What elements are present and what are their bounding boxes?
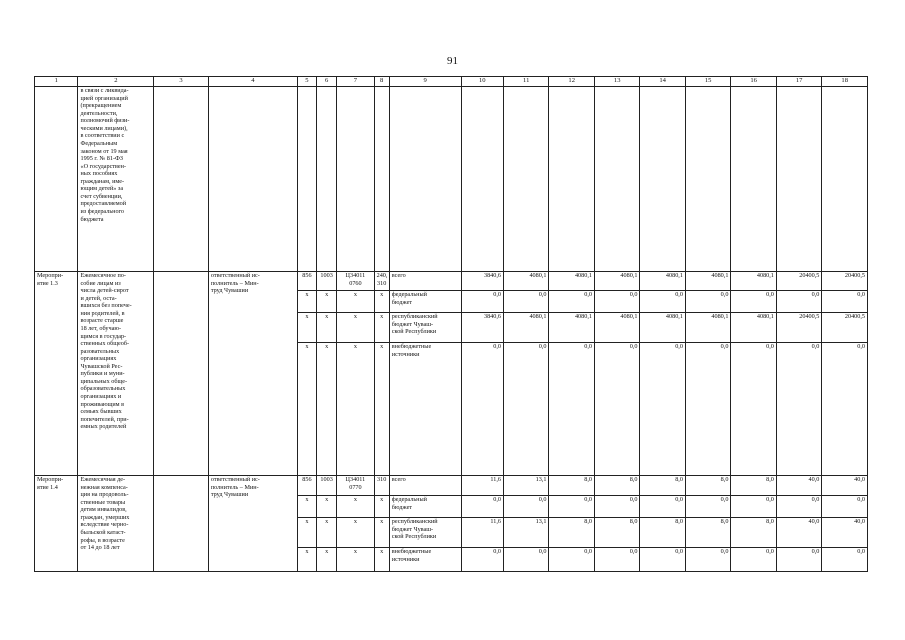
value-cell: 8,0 xyxy=(594,476,639,496)
measure-description-cell xyxy=(78,476,154,572)
col-header: 15 xyxy=(685,77,730,87)
executor-line: ответственный ис- xyxy=(210,476,260,483)
expense-type-cell: x xyxy=(374,291,389,313)
col-header: 5 xyxy=(297,77,316,87)
description-line: 1995 г. № 81-ФЗ xyxy=(80,155,124,163)
col-header: 11 xyxy=(503,77,548,87)
description-line: нежная компенса- xyxy=(80,483,128,491)
value-cell: 4080,1 xyxy=(549,313,594,343)
value-cell: 4080,1 xyxy=(594,313,639,343)
description-line: организациях xyxy=(80,355,117,363)
value-cell: 0,0 xyxy=(640,548,685,572)
target-article-cell: x xyxy=(337,291,374,313)
value-cell: 0,0 xyxy=(549,343,594,476)
description-line: законом от 19 мая xyxy=(80,147,128,155)
co-executor-cell xyxy=(154,272,209,476)
empty-cell xyxy=(503,87,548,272)
co-executor-cell xyxy=(154,476,209,572)
description-line: (прекращением xyxy=(80,102,122,110)
value-cell: 0,0 xyxy=(594,291,639,313)
description-line: щимся в государ- xyxy=(80,332,127,340)
value-cell: 0,0 xyxy=(549,548,594,572)
col-header: 16 xyxy=(731,77,776,87)
col-header: 2 xyxy=(78,77,154,87)
value-cell: 0,0 xyxy=(685,291,730,313)
target-article-cell: Ц34011 0760 xyxy=(337,272,374,291)
description-line: ственных общеоб- xyxy=(80,340,130,348)
value-cell: 0,0 xyxy=(685,548,730,572)
value-cell: 40,0 xyxy=(822,518,868,548)
description-line: бюджета xyxy=(80,215,104,223)
description-line: ющим детей» за xyxy=(80,185,124,193)
funding-source-cell: внебюджетные источники xyxy=(389,343,461,476)
section-code-cell: 1003 xyxy=(317,476,337,496)
value-cell: 0,0 xyxy=(822,343,868,476)
value-cell: 8,0 xyxy=(640,476,685,496)
empty-cell xyxy=(549,87,594,272)
description-line: емных родителей xyxy=(80,423,127,431)
target-article-cell: x xyxy=(337,343,374,476)
executor-line: труд Чувашии xyxy=(210,491,249,499)
empty-cell xyxy=(389,87,461,272)
value-cell: 0,0 xyxy=(503,548,548,572)
description-line: в связи с ликвида- xyxy=(80,87,129,94)
description-line: полномочий физи- xyxy=(80,117,130,125)
target-article-cell: x xyxy=(337,496,374,518)
value-cell: 8,0 xyxy=(731,518,776,548)
col-header: 17 xyxy=(776,77,821,87)
description-line: предоставляемой xyxy=(80,200,127,208)
description-line: гражданам, име- xyxy=(80,177,125,185)
value-cell: 0,0 xyxy=(461,548,503,572)
description-line: числа детей-сирот xyxy=(80,287,129,295)
executor-line: труд Чувашии xyxy=(210,287,249,295)
funding-source-cell: федеральный бюджет xyxy=(389,496,461,518)
value-cell: 0,0 xyxy=(640,291,685,313)
description-line: вследствие черно- xyxy=(80,521,129,529)
col-header: 12 xyxy=(549,77,594,87)
description-line: собие лицам из xyxy=(80,279,121,287)
description-line: разовательных xyxy=(80,347,120,355)
table-row xyxy=(35,476,868,496)
description-line: рофы, в возрасте xyxy=(80,536,125,544)
value-cell: 4080,1 xyxy=(640,313,685,343)
empty-cell xyxy=(208,87,297,272)
description-line: Ежемесячная де- xyxy=(80,476,126,483)
value-cell: 0,0 xyxy=(685,343,730,476)
col-header: 8 xyxy=(374,77,389,87)
grbs-code-cell: x xyxy=(297,291,316,313)
description-line: ния родителей, в xyxy=(80,309,125,317)
target-article-cell: Ц34011 0770 xyxy=(337,476,374,496)
empty-cell xyxy=(154,87,209,272)
section-code-cell: x xyxy=(317,343,337,476)
empty-cell xyxy=(461,87,503,272)
measure-name-cell xyxy=(35,272,78,476)
description-line: Чувашской Рес- xyxy=(80,362,123,370)
description-line: Федеральным xyxy=(80,139,118,147)
value-cell: 0,0 xyxy=(594,343,639,476)
description-line: попечителей, при- xyxy=(80,415,129,423)
measure-name-line: ятие 1.3 xyxy=(37,279,58,287)
funding-source-cell: всего xyxy=(389,272,461,291)
target-article-cell: x xyxy=(337,313,374,343)
col-header: 14 xyxy=(640,77,685,87)
description-line: цией организаций xyxy=(80,94,128,102)
section-code-cell: x xyxy=(317,313,337,343)
executor-line: полнитель – Мин- xyxy=(210,483,259,491)
value-cell: 20400,5 xyxy=(776,272,821,291)
empty-cell xyxy=(337,87,374,272)
value-cell: 8,0 xyxy=(594,518,639,548)
value-cell: 0,0 xyxy=(640,343,685,476)
description-line: из федерального xyxy=(80,208,125,215)
description-line: ция на продоволь- xyxy=(80,491,129,499)
col-header: 10 xyxy=(461,77,503,87)
description-line: организациях и xyxy=(80,393,122,400)
measure-name-line: Меропри- xyxy=(37,272,64,279)
table-row xyxy=(35,272,868,291)
value-cell: 40,0 xyxy=(776,518,821,548)
target-article-cell: x xyxy=(337,518,374,548)
description-line: и детей, оста- xyxy=(80,294,117,302)
description-line: деятельности, xyxy=(80,109,118,117)
value-cell: 0,0 xyxy=(731,496,776,518)
description-line: семьях бывших xyxy=(80,408,122,416)
description-line: возрасте старше xyxy=(80,317,124,325)
value-cell: 4080,1 xyxy=(503,313,548,343)
value-cell: 4080,1 xyxy=(549,272,594,291)
col-header: 3 xyxy=(154,77,209,87)
value-cell: 0,0 xyxy=(822,496,868,518)
empty-cell xyxy=(594,87,639,272)
measure-name-line: Меропри- xyxy=(37,476,64,483)
value-cell: 8,0 xyxy=(685,518,730,548)
measure-name-cell xyxy=(35,476,78,572)
expense-type-cell: x xyxy=(374,343,389,476)
section-code-cell: x xyxy=(317,496,337,518)
value-cell: 0,0 xyxy=(776,291,821,313)
expense-type-cell: x xyxy=(374,313,389,343)
executor-line: ответственный ис- xyxy=(210,272,260,279)
measure-description-cell xyxy=(78,272,154,476)
continuation-row xyxy=(35,87,868,272)
description-line: ципальных обще- xyxy=(80,377,128,385)
description-line: детям инвалидов, xyxy=(80,506,127,514)
value-cell: 0,0 xyxy=(461,496,503,518)
funding-source-cell: внебюджетные источники xyxy=(389,548,461,572)
value-cell: 40,0 xyxy=(822,476,868,496)
section-code-cell: x xyxy=(317,518,337,548)
header-row xyxy=(35,77,868,87)
empty-cell xyxy=(640,87,685,272)
funding-source-cell: республиканский бюджет Чуваш- ской Республики xyxy=(389,518,461,548)
empty-cell xyxy=(297,87,316,272)
value-cell: 0,0 xyxy=(549,291,594,313)
value-cell: 0,0 xyxy=(776,343,821,476)
section-code-cell: 1003 xyxy=(317,272,337,291)
section-code-cell: x xyxy=(317,291,337,313)
value-cell: 0,0 xyxy=(503,291,548,313)
value-cell: 0,0 xyxy=(549,496,594,518)
col-header: 13 xyxy=(594,77,639,87)
value-cell: 11,6 xyxy=(461,476,503,496)
col-header: 9 xyxy=(389,77,461,87)
value-cell: 4080,1 xyxy=(594,272,639,291)
grbs-code-cell: 856 xyxy=(297,476,316,496)
value-cell: 3840,6 xyxy=(461,313,503,343)
value-cell: 0,0 xyxy=(822,291,868,313)
grbs-code-cell: x xyxy=(297,313,316,343)
description-line: граждан, умерших xyxy=(80,513,130,521)
value-cell: 0,0 xyxy=(731,343,776,476)
value-cell: 20400,5 xyxy=(776,313,821,343)
value-cell: 20400,5 xyxy=(822,313,868,343)
col-header: 1 xyxy=(35,77,78,87)
value-cell: 0,0 xyxy=(461,291,503,313)
expense-type-cell: 310 xyxy=(374,476,389,496)
empty-cell xyxy=(776,87,821,272)
executor-cell xyxy=(208,476,297,572)
grbs-code-cell: x xyxy=(297,343,316,476)
description-line: вшихся без попече- xyxy=(80,302,132,310)
budget-table xyxy=(34,76,868,572)
value-cell: 0,0 xyxy=(461,343,503,476)
value-cell: 0,0 xyxy=(731,548,776,572)
measure-description-cell xyxy=(78,87,154,272)
expense-type-cell: x xyxy=(374,548,389,572)
value-cell: 4080,1 xyxy=(685,272,730,291)
expense-type-cell: x xyxy=(374,496,389,518)
value-cell: 0,0 xyxy=(640,496,685,518)
description-line: ных пособиях xyxy=(80,170,118,178)
value-cell: 40,0 xyxy=(776,476,821,496)
executor-cell xyxy=(208,272,297,476)
value-cell: 4080,1 xyxy=(640,272,685,291)
value-cell: 0,0 xyxy=(776,548,821,572)
value-cell: 11,6 xyxy=(461,518,503,548)
value-cell: 8,0 xyxy=(549,476,594,496)
empty-cell xyxy=(374,87,389,272)
description-line: в соответствии с xyxy=(80,132,125,140)
funding-source-cell: всего xyxy=(389,476,461,496)
value-cell: 13,1 xyxy=(503,518,548,548)
value-cell: 0,0 xyxy=(594,496,639,518)
value-cell: 4080,1 xyxy=(731,313,776,343)
value-cell: 8,0 xyxy=(640,518,685,548)
description-line: «О государствен- xyxy=(80,162,127,170)
value-cell: 0,0 xyxy=(822,548,868,572)
grbs-code-cell: 856 xyxy=(297,272,316,291)
grbs-code-cell: x xyxy=(297,518,316,548)
value-cell: 4080,1 xyxy=(503,272,548,291)
value-cell: 8,0 xyxy=(731,476,776,496)
description-line: от 14 до 18 лет xyxy=(80,544,120,552)
expense-type-cell: x xyxy=(374,518,389,548)
value-cell: 3840,6 xyxy=(461,272,503,291)
value-cell: 20400,5 xyxy=(822,272,868,291)
description-line: ческими лицами), xyxy=(80,124,128,132)
value-cell: 0,0 xyxy=(731,291,776,313)
section-code-cell: x xyxy=(317,548,337,572)
description-line: счет субвенции, xyxy=(80,192,123,200)
value-cell: 0,0 xyxy=(503,343,548,476)
value-cell: 4080,1 xyxy=(731,272,776,291)
empty-cell xyxy=(822,87,868,272)
expense-type-cell: 240, 310 xyxy=(374,272,389,291)
col-header: 4 xyxy=(208,77,297,87)
value-cell: 0,0 xyxy=(594,548,639,572)
description-line: 18 лет, обучаю- xyxy=(80,324,122,332)
funding-source-cell: федеральный бюджет xyxy=(389,291,461,313)
value-cell: 0,0 xyxy=(776,496,821,518)
measure-name-cell xyxy=(35,87,78,272)
grbs-code-cell: x xyxy=(297,496,316,518)
grbs-code-cell: x xyxy=(297,548,316,572)
value-cell: 0,0 xyxy=(503,496,548,518)
description-line: публики и муни- xyxy=(80,370,125,378)
page-number: 91 xyxy=(447,55,458,67)
col-header: 18 xyxy=(822,77,868,87)
description-line: быльской катаст- xyxy=(80,528,126,536)
executor-line: полнитель – Мин- xyxy=(210,279,259,287)
empty-cell xyxy=(731,87,776,272)
col-header: 6 xyxy=(317,77,337,87)
col-header: 7 xyxy=(337,77,374,87)
funding-source-cell: республиканский бюджет Чуваш- ской Республики xyxy=(389,313,461,343)
target-article-cell: x xyxy=(337,548,374,572)
empty-cell xyxy=(317,87,337,272)
description-line: проживающим в xyxy=(80,400,125,408)
description-line: ственные товары xyxy=(80,498,126,506)
value-cell: 8,0 xyxy=(685,476,730,496)
description-line: Ежемесячное по- xyxy=(80,272,126,279)
description-line: образовательных xyxy=(80,385,126,393)
empty-cell xyxy=(685,87,730,272)
value-cell: 8,0 xyxy=(549,518,594,548)
value-cell: 4080,1 xyxy=(685,313,730,343)
measure-name-line: ятие 1.4 xyxy=(37,483,58,491)
value-cell: 0,0 xyxy=(685,496,730,518)
value-cell: 13,1 xyxy=(503,476,548,496)
